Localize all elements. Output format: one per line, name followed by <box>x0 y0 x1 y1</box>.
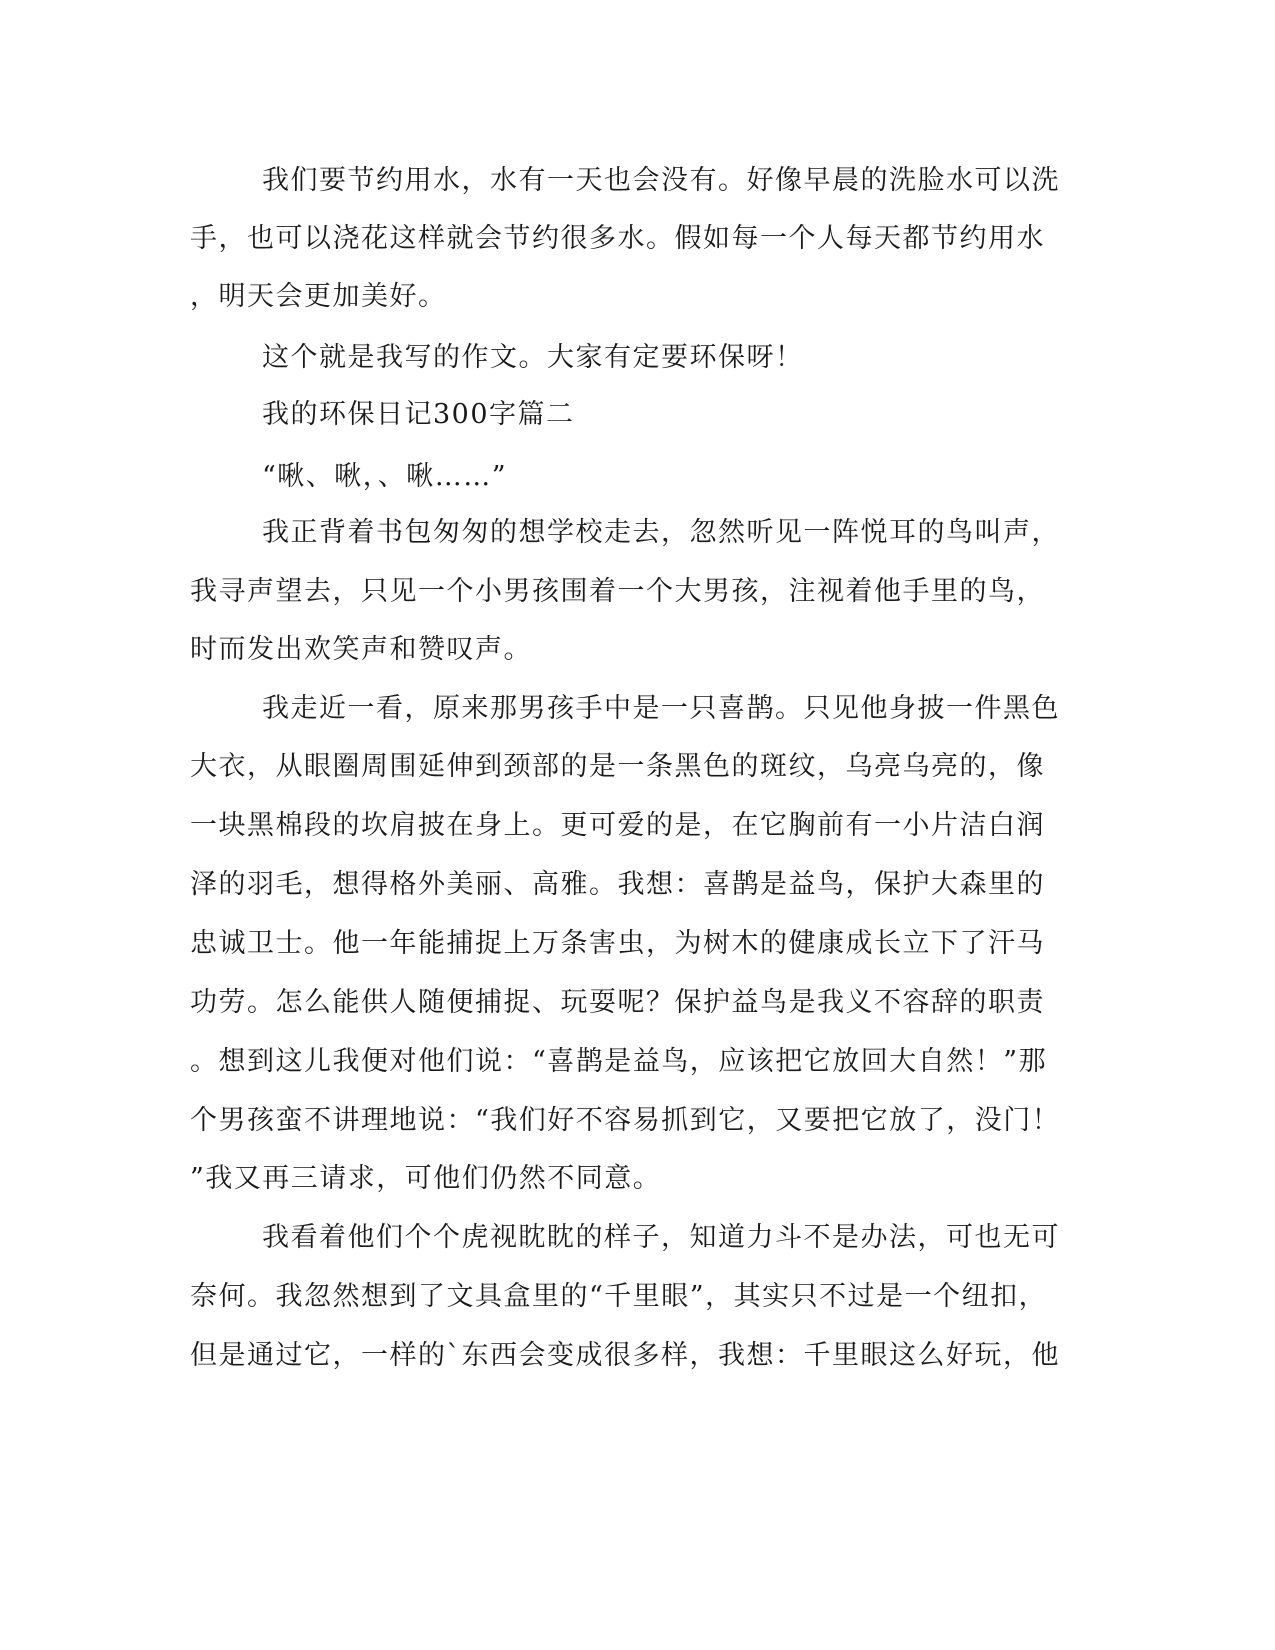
text-line: 泽的羽毛，想得格外美丽、高雅。我想：喜鹊是益鸟，保护大森里的 <box>190 869 1045 900</box>
text-line: ，明天会更加美好。 <box>190 281 447 312</box>
text-line: 我看着他们个个虎视眈眈的样子，知道力斗不是办法，可也无可 <box>262 1222 1060 1253</box>
text-line: “啾、啾，、啾……” <box>262 461 508 492</box>
text-line: 一块黑棉段的坎肩披在身上。更可爱的是，在它胸前有一小片洁白润 <box>190 810 1045 841</box>
text-line: 忠诚卫士。他一年能捕捉上万条害虫，为树木的健康成长立下了汗马 <box>190 928 1045 959</box>
text-line: 功劳。怎么能供人随便捕捉、玩耍呢？保护益鸟是我义不容辞的职责 <box>190 987 1045 1018</box>
text-line: 手，也可以浇花这样就会节约很多水。假如每一个人每天都节约用水 <box>190 223 1045 254</box>
text-line: 时而发出欢笑声和赞叹声。 <box>190 634 532 665</box>
text-line: 我正背着书包匆匆的想学校走去，忽然听见一阵悦耳的鸟叫声， <box>262 517 1060 548</box>
text-line: 。想到这儿我便对他们说：“喜鹊是益鸟，应该把它放回大自然！”那 <box>190 1046 1048 1077</box>
text-line: 我寻声望去，只见一个小男孩围着一个大男孩，注视着他手里的鸟， <box>190 576 1045 607</box>
text-line: 奈何。我忽然想到了文具盒里的“千里眼”，其实只不过是一个纽扣， <box>190 1281 1048 1312</box>
text-line: ”我又再三请求，可他们仍然不同意。 <box>190 1163 662 1194</box>
text-line: 但是通过它，一样的`东西会变成很多样，我想：千里眼这么好玩，他 <box>190 1340 1060 1371</box>
text-line: 这个就是我写的作文。大家有定要环保呀！ <box>262 342 804 373</box>
text-line: 个男孩蛮不讲理地说：“我们好不容易抓到它，又要把它放了，没门！ <box>190 1105 1061 1136</box>
text-line: 大衣，从眼圈周围延伸到颈部的是一条黑色的斑纹，乌亮乌亮的，像 <box>190 751 1045 782</box>
text-line: 我们要节约用水，水有一天也会没有。好像早晨的洗脸水可以洗 <box>262 165 1060 196</box>
section-heading: 我的环保日记300字篇二 <box>262 399 575 430</box>
text-line: 我走近一看，原来那男孩手中是一只喜鹊。只见他身披一件黑色 <box>262 693 1060 724</box>
